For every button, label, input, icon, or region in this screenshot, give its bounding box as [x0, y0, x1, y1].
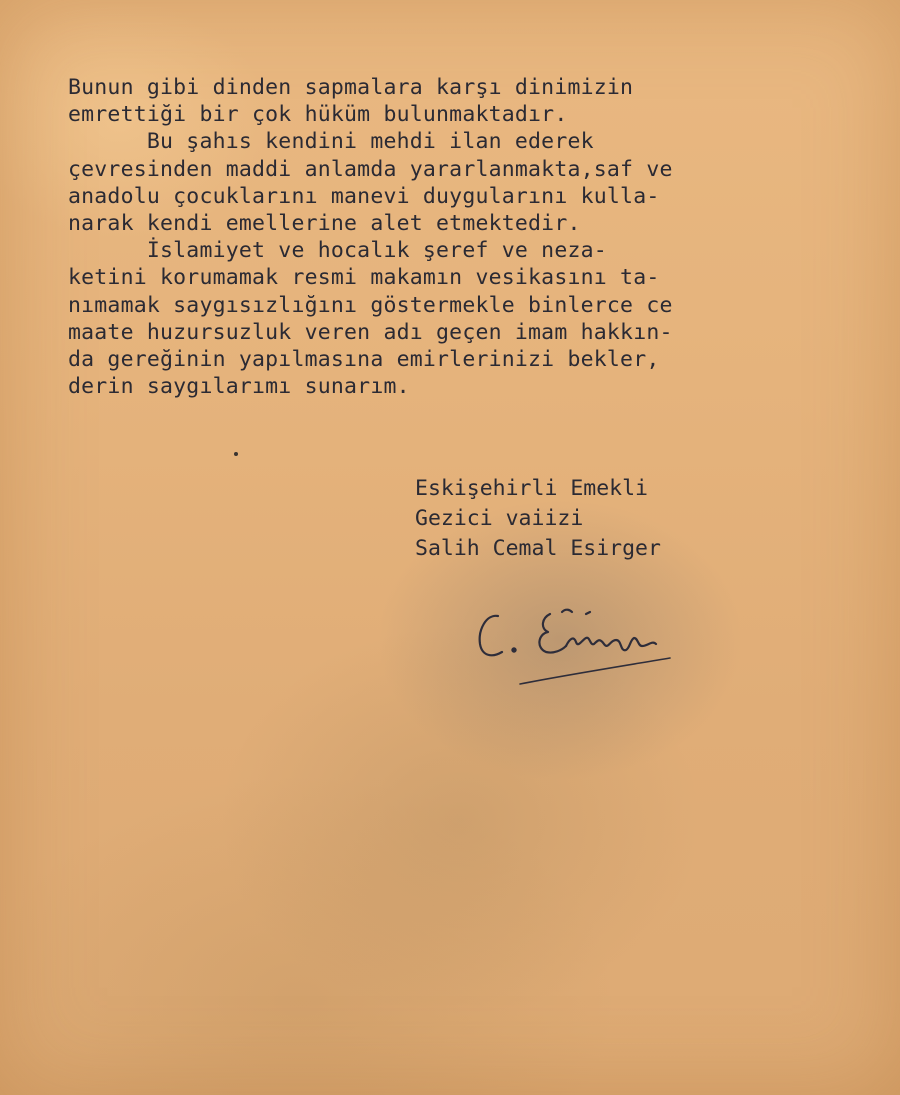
handwritten-signature	[470, 600, 690, 690]
letter-line: da gereğinin yapılmasına emirlerinizi bekler,	[68, 346, 660, 372]
letter-line: Bunun gibi dinden sapmalara karşı dinimizin	[68, 75, 634, 100]
letter-line: çevresinden maddi anlamda yararlanmakta,saf ve	[68, 156, 673, 182]
letter-line: İslamiyet ve hocalık şeref ve neza-	[68, 238, 607, 264]
ink-dot	[234, 452, 238, 456]
letter-line: derin saygılarımı sunarım.	[68, 374, 410, 400]
letter-line: emrettiği bir çok hüküm bulunmaktadır.	[68, 102, 568, 128]
signature-line: Gezici vaiizi	[415, 506, 584, 531]
signature-block	[415, 474, 661, 564]
letter-line: ketini korumamak resmi makamın vesikasını ta-	[68, 265, 660, 291]
letter-line: Bu şahıs kendini mehdi ilan ederek	[68, 129, 594, 155]
letter-line: nımamak saygısızlığını göstermekle binlerce ce	[68, 292, 673, 318]
letter-line: maate huzursuzluk veren adı geçen imam hakkın-	[68, 319, 673, 345]
letter-line: anadolu çocuklarını manevi duygularını kulla-	[68, 183, 660, 209]
signature-line: Eskişehirli Emekli	[415, 476, 648, 501]
letter-body	[68, 74, 868, 400]
signature-line: Salih Cemal Esirger	[415, 536, 661, 561]
letter-line: narak kendi emellerine alet etmektedir.	[68, 210, 581, 236]
